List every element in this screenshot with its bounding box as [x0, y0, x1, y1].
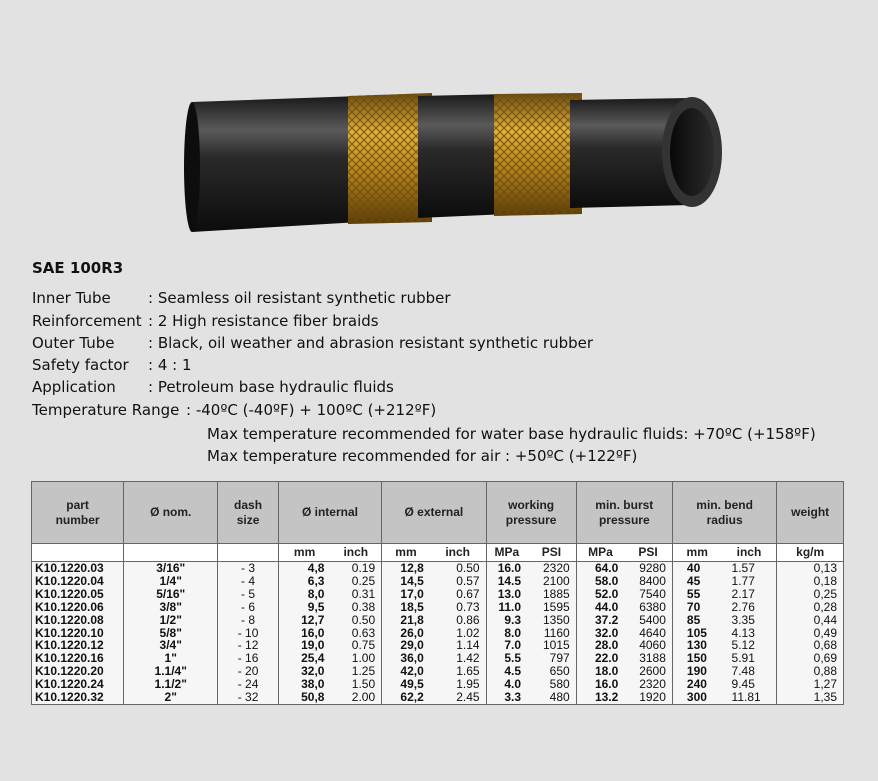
unit-bend-inch: inch — [722, 544, 777, 562]
table-row — [32, 665, 844, 678]
cell-burst-mpa: 32.0 — [576, 627, 624, 640]
cell-part-number: K10.1220.04 — [32, 575, 124, 588]
cell-burst-psi: 3188 — [624, 652, 672, 665]
cell-external-mm: 14,5 — [382, 575, 430, 588]
cell-weight: 0,44 — [777, 614, 844, 627]
cell-part-number: K10.1220.05 — [32, 588, 124, 601]
unit-external-mm: mm — [382, 544, 430, 562]
spec-value: : 2 High resistance fiber braids — [148, 312, 379, 330]
spec-safety-factor — [32, 355, 192, 375]
cell-burst-psi: 8400 — [624, 575, 672, 588]
spec-label: Application — [32, 378, 116, 396]
spec-temperature-range — [32, 400, 436, 420]
cell-internal-mm: 9,5 — [278, 601, 330, 614]
cell-nom: 1/4" — [124, 575, 218, 588]
cell-burst-psi: 5400 — [624, 614, 672, 627]
cell-weight: 0,18 — [777, 575, 844, 588]
spec-label: Inner Tube — [32, 289, 111, 307]
cell-burst-mpa: 64.0 — [576, 562, 624, 575]
cell-nom: 1.1/4" — [124, 665, 218, 678]
cell-part-number: K10.1220.06 — [32, 601, 124, 614]
cell-bend-inch: 5.91 — [722, 652, 777, 665]
header-burst-pressure: min. burst pressure — [576, 482, 672, 544]
unit-burst-mpa: MPa — [576, 544, 624, 562]
cell-internal-mm: 25,4 — [278, 652, 330, 665]
cell-external-inch: 1.95 — [430, 678, 486, 691]
cell-internal-mm: 38,0 — [278, 678, 330, 691]
cell-part-number: K10.1220.03 — [32, 562, 124, 575]
cell-working-psi: 1350 — [527, 614, 576, 627]
cell-external-inch: 1.65 — [430, 665, 486, 678]
cell-bend-mm: 300 — [672, 691, 721, 704]
spec-inner-tube — [32, 288, 451, 308]
cell-bend-mm: 45 — [672, 575, 721, 588]
cell-external-inch: 0.73 — [430, 601, 486, 614]
cell-external-inch: 1.02 — [430, 627, 486, 640]
cell-burst-psi: 4640 — [624, 627, 672, 640]
cell-burst-mpa: 18.0 — [576, 665, 624, 678]
cell-nom: 3/16" — [124, 562, 218, 575]
table-row — [32, 614, 844, 627]
cell-bend-mm: 40 — [672, 562, 721, 575]
cell-weight: 0,25 — [777, 588, 844, 601]
cell-burst-psi: 1920 — [624, 691, 672, 704]
unit-working-mpa: MPa — [486, 544, 527, 562]
cell-external-inch: 2.45 — [430, 691, 486, 704]
spec-outer-tube — [32, 333, 593, 353]
cell-weight: 0,69 — [777, 652, 844, 665]
table-row — [32, 601, 844, 614]
table-row — [32, 627, 844, 640]
unit-bend-mm: mm — [672, 544, 721, 562]
table-row — [32, 691, 844, 704]
spec-value: : Petroleum base hydraulic fluids — [148, 378, 394, 396]
cell-external-mm: 36,0 — [382, 652, 430, 665]
cell-internal-mm: 16,0 — [278, 627, 330, 640]
cell-working-psi: 1015 — [527, 639, 576, 652]
table-row — [32, 562, 844, 575]
cell-weight: 0,13 — [777, 562, 844, 575]
header-dash-size: dash size — [218, 482, 278, 544]
cell-nom: 5/8" — [124, 627, 218, 640]
cell-working-mpa: 7.0 — [486, 639, 527, 652]
cell-external-mm: 49,5 — [382, 678, 430, 691]
table-row — [32, 639, 844, 652]
cell-internal-mm: 12,7 — [278, 614, 330, 627]
cell-part-number: K10.1220.32 — [32, 691, 124, 704]
cell-bend-inch: 2.76 — [722, 601, 777, 614]
spec-value: : 4 : 1 — [148, 356, 192, 374]
unit-external-inch: inch — [430, 544, 486, 562]
table-row — [32, 588, 844, 601]
cell-internal-inch: 1.00 — [330, 652, 381, 665]
cell-internal-inch: 0.31 — [330, 588, 381, 601]
cell-bend-mm: 240 — [672, 678, 721, 691]
cell-working-psi: 797 — [527, 652, 576, 665]
cell-weight: 0,88 — [777, 665, 844, 678]
cell-internal-inch: 2.00 — [330, 691, 381, 704]
cell-dash-size: - 10 — [218, 627, 278, 640]
cell-dash-size: - 20 — [218, 665, 278, 678]
cell-external-inch: 0.57 — [430, 575, 486, 588]
spec-label: Safety factor — [32, 356, 129, 374]
header-nom: Ø nom. — [124, 482, 218, 544]
spec-label: Outer Tube — [32, 334, 115, 352]
cell-working-mpa: 11.0 — [486, 601, 527, 614]
cell-burst-mpa: 16.0 — [576, 678, 624, 691]
table-row — [32, 678, 844, 691]
cell-dash-size: - 3 — [218, 562, 278, 575]
header-part-number: part number — [32, 482, 124, 544]
cell-working-psi: 1595 — [527, 601, 576, 614]
header-working-pressure: working pressure — [486, 482, 576, 544]
table-row — [32, 575, 844, 588]
cell-internal-inch: 0.75 — [330, 639, 381, 652]
cell-external-inch: 1.42 — [430, 652, 486, 665]
cell-nom: 5/16" — [124, 588, 218, 601]
cell-nom: 1/2" — [124, 614, 218, 627]
cell-internal-inch: 0.38 — [330, 601, 381, 614]
cell-working-mpa: 5.5 — [486, 652, 527, 665]
unit-burst-psi: PSI — [624, 544, 672, 562]
cell-working-psi: 580 — [527, 678, 576, 691]
cell-dash-size: - 24 — [218, 678, 278, 691]
cell-working-psi: 1885 — [527, 588, 576, 601]
unit-blank — [32, 544, 124, 562]
cell-dash-size: - 12 — [218, 639, 278, 652]
cell-weight: 0,49 — [777, 627, 844, 640]
cell-internal-inch: 0.19 — [330, 562, 381, 575]
cell-bend-inch: 9.45 — [722, 678, 777, 691]
cell-working-psi: 2100 — [527, 575, 576, 588]
cell-bend-inch: 2.17 — [722, 588, 777, 601]
unit-internal-mm: mm — [278, 544, 330, 562]
cell-bend-mm: 85 — [672, 614, 721, 627]
cell-working-mpa: 13.0 — [486, 588, 527, 601]
header-weight: weight — [777, 482, 844, 544]
cell-dash-size: - 5 — [218, 588, 278, 601]
cell-burst-mpa: 13.2 — [576, 691, 624, 704]
cell-bend-inch: 7.48 — [722, 665, 777, 678]
cell-working-mpa: 4.5 — [486, 665, 527, 678]
cell-external-inch: 1.14 — [430, 639, 486, 652]
cell-part-number: K10.1220.24 — [32, 678, 124, 691]
cell-working-mpa: 3.3 — [486, 691, 527, 704]
unit-working-psi: PSI — [527, 544, 576, 562]
cell-weight: 0,28 — [777, 601, 844, 614]
cell-bend-mm: 190 — [672, 665, 721, 678]
cell-nom: 1" — [124, 652, 218, 665]
cell-internal-mm: 8,0 — [278, 588, 330, 601]
cell-internal-inch: 0.50 — [330, 614, 381, 627]
header-external: Ø external — [382, 482, 486, 544]
cell-part-number: K10.1220.16 — [32, 652, 124, 665]
cell-dash-size: - 4 — [218, 575, 278, 588]
cell-external-mm: 26,0 — [382, 627, 430, 640]
cell-bend-inch: 1.57 — [722, 562, 777, 575]
cell-working-psi: 1160 — [527, 627, 576, 640]
cell-dash-size: - 32 — [218, 691, 278, 704]
cell-burst-mpa: 44.0 — [576, 601, 624, 614]
cell-working-mpa: 16.0 — [486, 562, 527, 575]
cell-burst-psi: 7540 — [624, 588, 672, 601]
cell-weight: 1,35 — [777, 691, 844, 704]
cell-working-mpa: 9.3 — [486, 614, 527, 627]
unit-internal-inch: inch — [330, 544, 381, 562]
cell-dash-size: - 16 — [218, 652, 278, 665]
cell-external-inch: 0.86 — [430, 614, 486, 627]
spec-value: : Black, oil weather and abrasion resistant synthetic rubber — [148, 334, 594, 352]
cell-working-mpa: 4.0 — [486, 678, 527, 691]
hose-image — [0, 0, 878, 250]
cell-burst-psi: 6380 — [624, 601, 672, 614]
cell-internal-mm: 6,3 — [278, 575, 330, 588]
cell-internal-inch: 1.50 — [330, 678, 381, 691]
cell-external-mm: 18,5 — [382, 601, 430, 614]
cell-weight: 1,27 — [777, 678, 844, 691]
cell-bend-mm: 150 — [672, 652, 721, 665]
cell-burst-mpa: 37.2 — [576, 614, 624, 627]
cell-bend-mm: 55 — [672, 588, 721, 601]
cell-bend-inch: 4.13 — [722, 627, 777, 640]
cell-external-mm: 21,8 — [382, 614, 430, 627]
cell-working-psi: 480 — [527, 691, 576, 704]
cell-nom: 2" — [124, 691, 218, 704]
cell-burst-mpa: 22.0 — [576, 652, 624, 665]
cell-internal-mm: 4,8 — [278, 562, 330, 575]
temp-note-water: Max temperature recommended for water base hydraulic fluids: +70ºC (+158ºF) — [207, 425, 816, 443]
spec-value: : -40ºC (-40ºF) + 100ºC (+212ºF) — [186, 401, 437, 419]
product-title: SAE 100R3 — [32, 259, 124, 277]
unit-blank — [124, 544, 218, 562]
header-bend-radius: min. bend radius — [672, 482, 776, 544]
cell-external-inch: 0.67 — [430, 588, 486, 601]
table-body — [32, 562, 844, 705]
cell-external-mm: 62,2 — [382, 691, 430, 704]
temp-note-air: Max temperature recommended for air : +50ºC (+122ºF) — [207, 447, 638, 465]
cell-bend-inch: 5.12 — [722, 639, 777, 652]
cell-part-number: K10.1220.20 — [32, 665, 124, 678]
cell-burst-psi: 2320 — [624, 678, 672, 691]
cell-working-mpa: 8.0 — [486, 627, 527, 640]
header-internal: Ø internal — [278, 482, 381, 544]
cell-burst-mpa: 28.0 — [576, 639, 624, 652]
cell-nom: 3/8" — [124, 601, 218, 614]
cell-burst-psi: 2600 — [624, 665, 672, 678]
spec-application — [32, 377, 394, 397]
cell-external-mm: 29,0 — [382, 639, 430, 652]
cell-external-mm: 12,8 — [382, 562, 430, 575]
cell-internal-inch: 0.63 — [330, 627, 381, 640]
cell-dash-size: - 8 — [218, 614, 278, 627]
cell-bend-inch: 3.35 — [722, 614, 777, 627]
unit-blank — [218, 544, 278, 562]
cell-external-mm: 42,0 — [382, 665, 430, 678]
cell-weight: 0,68 — [777, 639, 844, 652]
cell-working-psi: 650 — [527, 665, 576, 678]
cell-part-number: K10.1220.08 — [32, 614, 124, 627]
cell-internal-mm: 50,8 — [278, 691, 330, 704]
cell-bend-mm: 130 — [672, 639, 721, 652]
cell-part-number: K10.1220.10 — [32, 627, 124, 640]
cell-dash-size: - 6 — [218, 601, 278, 614]
spec-reinforcement — [32, 311, 379, 331]
cell-burst-mpa: 52.0 — [576, 588, 624, 601]
spec-label: Reinforcement — [32, 312, 142, 330]
cell-bend-mm: 70 — [672, 601, 721, 614]
cell-burst-mpa: 58.0 — [576, 575, 624, 588]
spec-value: : Seamless oil resistant synthetic rubber — [148, 289, 451, 307]
cell-working-psi: 2320 — [527, 562, 576, 575]
spec-label: Temperature Range — [32, 401, 180, 419]
cell-nom: 3/4" — [124, 639, 218, 652]
cell-bend-inch: 11.81 — [722, 691, 777, 704]
spec-table — [31, 481, 844, 705]
cell-working-mpa: 14.5 — [486, 575, 527, 588]
unit-weight: kg/m — [777, 544, 844, 562]
cell-internal-mm: 19,0 — [278, 639, 330, 652]
cell-internal-inch: 1.25 — [330, 665, 381, 678]
cell-bend-inch: 1.77 — [722, 575, 777, 588]
cell-burst-psi: 9280 — [624, 562, 672, 575]
cell-burst-psi: 4060 — [624, 639, 672, 652]
cell-internal-mm: 32,0 — [278, 665, 330, 678]
table-row — [32, 652, 844, 665]
cell-part-number: K10.1220.12 — [32, 639, 124, 652]
cell-nom: 1.1/2" — [124, 678, 218, 691]
cell-external-mm: 17,0 — [382, 588, 430, 601]
cell-internal-inch: 0.25 — [330, 575, 381, 588]
cell-external-inch: 0.50 — [430, 562, 486, 575]
cell-bend-mm: 105 — [672, 627, 721, 640]
